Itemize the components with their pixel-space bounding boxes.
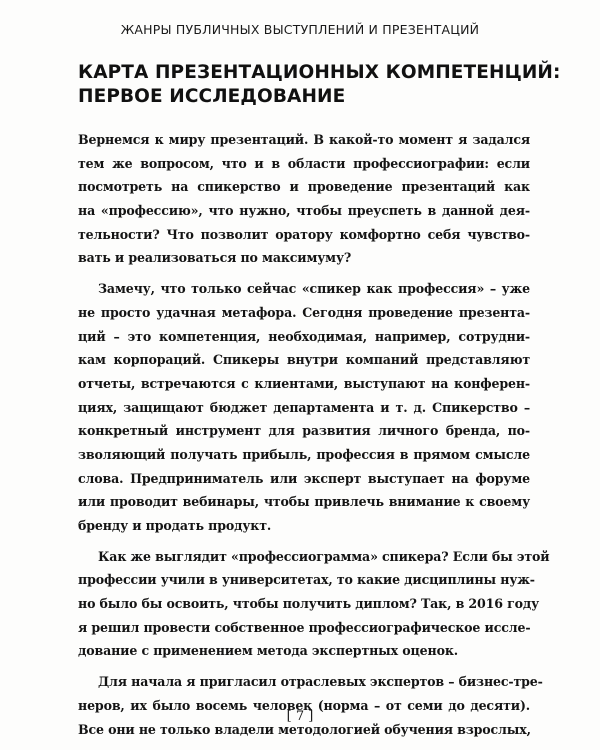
text-line: кам корпораций. Спикеры внутри компаний представляют: [78, 352, 530, 368]
text-line: дование с применением метода экспертных оценок.: [78, 643, 459, 659]
text-line: посмотреть на спикерство и проведение презентаций как: [78, 179, 530, 195]
text-line: Вернемся к миру презентаций. В какой-то момент я задался: [78, 132, 530, 147]
text-line: тем же вопросом, что и в области профессиографии: если: [78, 155, 530, 171]
text-line: Замечу, что только сейчас «спикер как профессия» – уже: [98, 281, 530, 297]
paragraph-3: [78, 545, 550, 663]
text-line: тельности? Что позволит оратору комфортно себя чувство-: [78, 226, 530, 242]
text-line: или проводит вебинары, чтобы привлечь внимание к своему: [78, 494, 530, 510]
paragraph-1: [78, 128, 530, 270]
text-line: на «профессию», что нужно, чтобы преуспеть в данной дея-: [78, 203, 530, 219]
text-line: но было бы освоить, чтобы получить диплом? Так, в 2016 году: [78, 596, 540, 612]
text-line: профессии учили в университетах, то какие дисциплины нуж-: [78, 572, 535, 588]
text-line: Для начала я пригласил отраслевых экспертов – бизнес-тре-: [98, 674, 543, 690]
body-text: [78, 128, 550, 748]
chapter-title-line: КАРТА ПРЕЗЕНТАЦИОННЫХ КОМПЕТЕНЦИЙ:: [78, 62, 561, 83]
text-line: слова. Предприниматель или эксперт выступает на форуме: [78, 470, 530, 486]
text-line: не просто удачная метафора. Сегодня проведение презента-: [78, 304, 530, 320]
text-line: неров, их было восемь человек (норма – от семи до десяти).: [78, 697, 530, 713]
page-number: [ 7 ]: [286, 709, 314, 724]
text-line: Как же выглядит «профессиограмма» спикера? Если бы этой: [98, 548, 550, 564]
text-line: вать и реализоваться по максимуму?: [78, 250, 352, 266]
text-line: конкретный инструмент для развития личного бренда, по-: [78, 423, 530, 439]
running-header: ЖАНРЫ ПУБЛИЧНЫХ ВЫСТУПЛЕНИЙ И ПРЕЗЕНТАЦИЙ: [120, 22, 480, 37]
text-line: Все они не только владели методологией обучения взрослых,: [78, 721, 531, 737]
text-line: ций – это компетенция, необходимая, например, сотрудни-: [78, 328, 530, 344]
text-line: бренду и продать продукт.: [78, 518, 272, 533]
paragraph-4: [78, 670, 543, 741]
paragraph-2: [78, 277, 530, 538]
text-line: отчеты, встречаются с клиентами, выступают на конферен-: [78, 375, 530, 391]
text-line: я решил провести собственное профессиографическое иссле-: [78, 619, 531, 635]
text-line: зволяющий получать прибыль, профессия в прямом смысле: [78, 446, 530, 462]
chapter-title: [78, 61, 561, 109]
text-line: циях, защищают бюджет департамента и т. д. Спикерство –: [78, 399, 530, 415]
chapter-title-line: ПЕРВОЕ ИССЛЕДОВАНИЕ: [78, 86, 346, 107]
